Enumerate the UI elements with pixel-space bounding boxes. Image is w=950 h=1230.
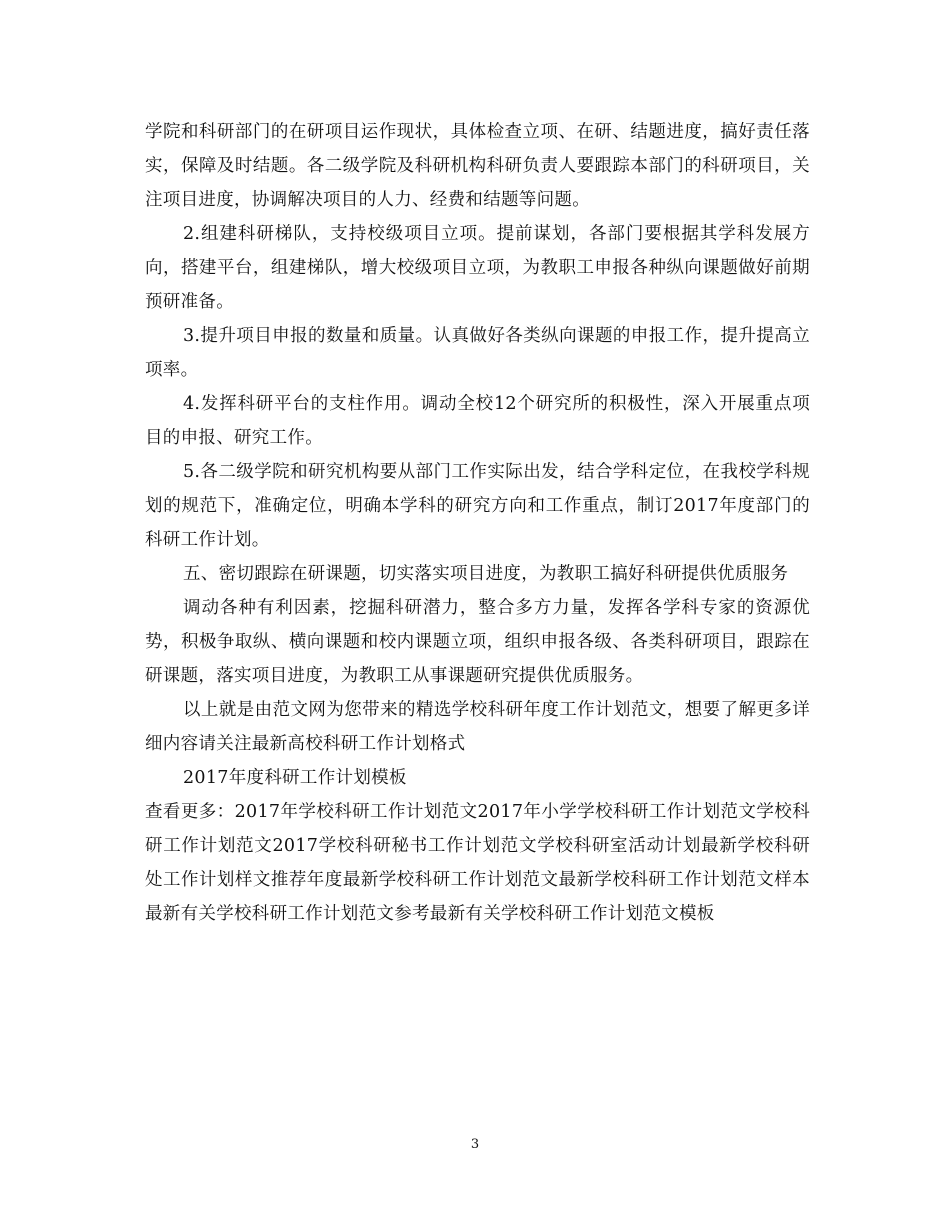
paragraph-1: 学院和科研部门的在研项目运作现状，具体检查立项、在研、结题进度，搞好责任落实，保障及时结题。各二级学院及科研机构科研负责人要跟踪本部门的科研项目，关注项目进度，协调解决项目的人力、经费和结题等问题。 bbox=[145, 122, 810, 210]
document-body bbox=[145, 115, 810, 931]
see-more-links: 查看更多：2017年学校科研工作计划范文2017年小学学校科研工作计划范文学校科研工作计划范文2017学校科研秘书工作计划范文学校科研室活动计划最新学校科研处工作计划样文推荐年度最新学校科研工作计划范文最新学校科研工作计划范文样本最新有关学校科研工作计划范文参考最新有关学校科研工作计划范文模板 bbox=[145, 802, 810, 924]
paragraph-6: 调动各种有利因素，挖掘科研潜力，整合多方力量，发挥各学科专家的资源优势，积极争取纵、横向课题和校内课题立项，组织申报各级、各类科研项目，跟踪在研课题，落实项目进度，为教职工从事课题研究提供优质服务。 bbox=[145, 598, 810, 686]
paragraph-3: 3.提升项目申报的数量和质量。认真做好各类纵向课题的申报工作，提升提高立项率。 bbox=[145, 326, 810, 380]
page-number: 3 bbox=[470, 1137, 480, 1152]
paragraph-5: 5.各二级学院和研究机构要从部门工作实际出发，结合学科定位，在我校学科规划的规范下，准确定位，明确本学科的研究方向和工作重点，制订2017年度部门的科研工作计划。 bbox=[145, 462, 810, 550]
paragraph-4: 4.发挥科研平台的支柱作用。调动全校12个研究所的积极性，深入开展重点项目的申报、研究工作。 bbox=[145, 394, 810, 448]
section-heading-5: 五、密切跟踪在研课题，切实落实项目进度，为教职工搞好科研提供优质服务 bbox=[183, 564, 789, 584]
paragraph-summary: 以上就是由范文网为您带来的精选学校科研年度工作计划范文，想要了解更多详细内容请关注最新高校科研工作计划格式 bbox=[145, 700, 810, 754]
paragraph-2: 2.组建科研梯队，支持校级项目立项。提前谋划，各部门要根据其学科发展方向，搭建平台，组建梯队，增大校级项目立项，为教职工申报各种纵向课题做好前期预研准备。 bbox=[145, 224, 810, 312]
template-title: 2017年度科研工作计划模板 bbox=[183, 768, 407, 788]
